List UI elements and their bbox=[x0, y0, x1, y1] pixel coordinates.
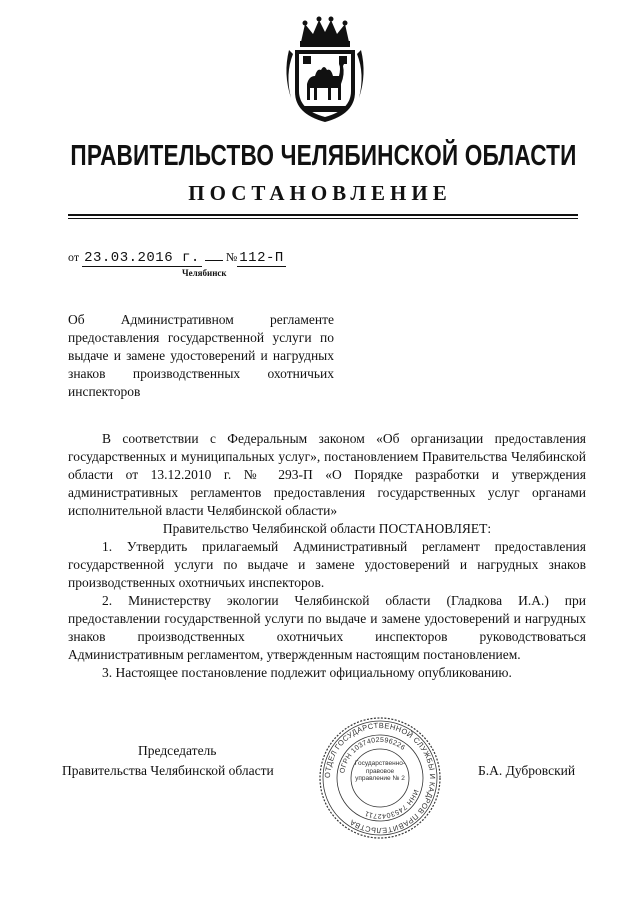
signer-title: Председатель bbox=[138, 743, 217, 758]
body-item-3: 3. Настоящее постановление подлежит официальному опубликованию. bbox=[102, 665, 512, 680]
seal-inn-text: ИНН 7453042711 bbox=[364, 788, 419, 820]
organization-title: ПРАВИТЕЛЬСТВО ЧЕЛЯБИНСКОЙ ОБЛАСТИ bbox=[70, 140, 577, 172]
signer-name: Б.А. Дубровский bbox=[478, 763, 576, 778]
seal-ogrn-text: ОГРН 1037402596226 bbox=[339, 736, 407, 774]
document-body bbox=[68, 430, 586, 682]
seal-inner-text: Государственно-правовое управление № 2 bbox=[354, 760, 406, 782]
document-type-title: ПОСТАНОВЛЕНИЕ bbox=[188, 181, 452, 205]
document-date: 23.03.2016 г. bbox=[84, 250, 200, 266]
document-city: Челябинск bbox=[182, 268, 227, 278]
document-number: 112-П bbox=[239, 250, 284, 266]
number-label: № bbox=[225, 250, 238, 264]
signer-organization: Правительства Челябинской области bbox=[62, 763, 274, 778]
header-rule-thin bbox=[68, 218, 578, 219]
coat-of-arms-icon bbox=[283, 14, 367, 126]
document-meta-line bbox=[68, 250, 286, 266]
body-paragraph-preamble: В соответствии с Федеральным законом «Об организации предоставления государственных и муниципальных услуг», постановлением Правительства Челябинской области от 13.12.2010 г. № 293-П «О Порядке разработки и утверждения административных регламентов предоставления государственных услуг органами исполнительной власти Челябинской области» bbox=[68, 431, 586, 518]
seal-outer-text: ОТДЕЛ ГОСУДАРСТВЕННОЙ СЛУЖБЫ И КАДРОВ ПРАВИТЕЛЬСТВА bbox=[322, 720, 438, 836]
body-resolves-line: Правительство Челябинской области ПОСТАНОВЛЯЕТ: bbox=[162, 521, 492, 536]
document-subject: Об Административном регламенте предоставления государственной услуги по выдаче и замене удостоверений и нагрудных знаков производственных охотничьих инспекторов bbox=[68, 312, 334, 399]
body-item-1: 1. Утвердить прилагаемый Административный регламент предоставления государственной услуги по выдаче и замене удостоверений и нагрудных знаков производственных охотничьих инспекторов. bbox=[68, 539, 586, 590]
header-rule-thick bbox=[68, 214, 578, 216]
date-prefix-label: от bbox=[68, 250, 80, 264]
official-seal-icon bbox=[318, 716, 442, 840]
body-item-2: 2. Министерству экологии Челябинской области (Гладкова И.А.) при предоставлении государственной услуги по выдаче и замене удостоверений и нагрудных знаков производственных охотничьих инспекторов руководствоваться Административным регламентом, утвержденным настоящим постановлением. bbox=[68, 593, 586, 662]
